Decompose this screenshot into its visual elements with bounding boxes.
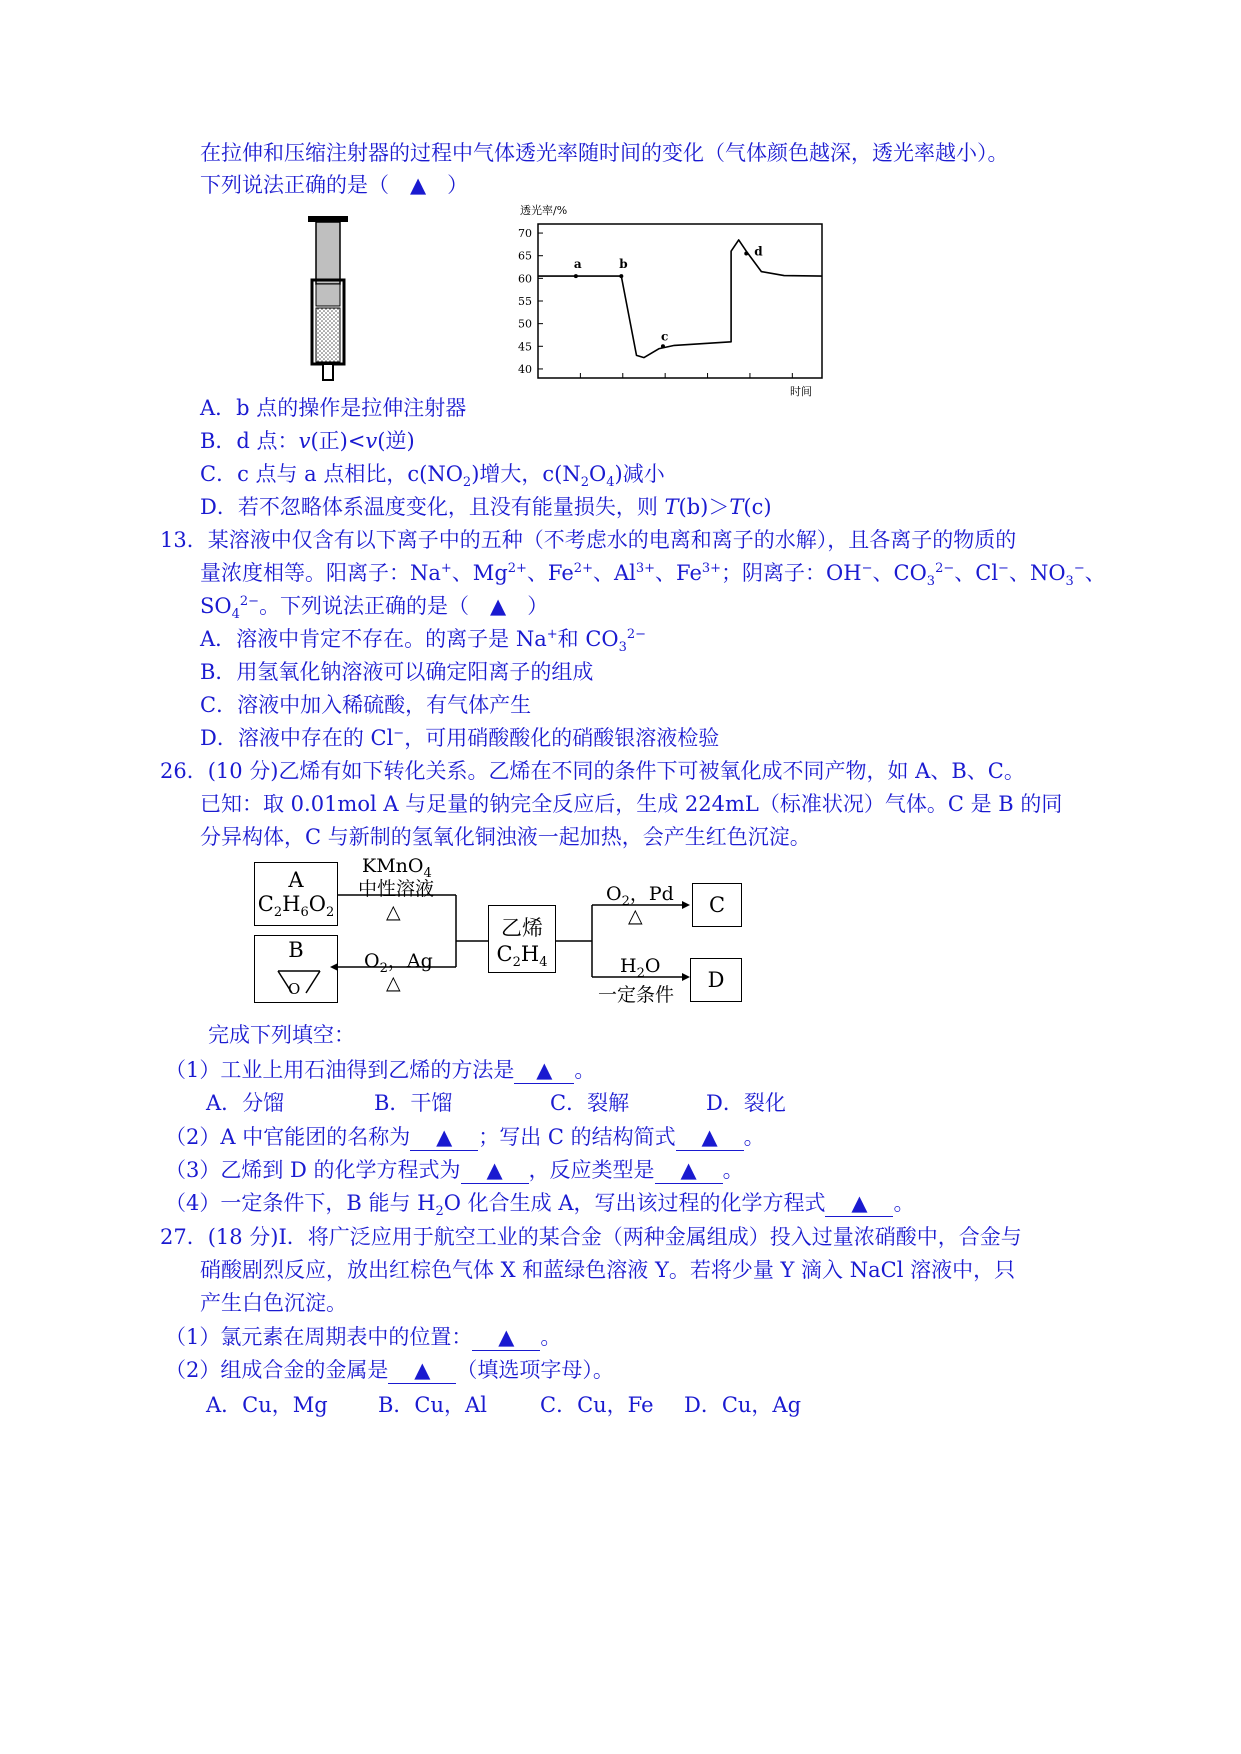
box-a xyxy=(254,862,338,926)
y-tick-label: 65 xyxy=(518,249,532,263)
q26-sub3-text-a: （3）乙烯到 D 的化学方程式为 xyxy=(165,1158,461,1182)
label-condition: 一定条件 xyxy=(598,984,675,1006)
q27-sub2-text-b: （填选项字母）。 xyxy=(456,1358,614,1382)
q27-sub2 xyxy=(165,1357,614,1384)
q26-fill-heading: 完成下列填空： xyxy=(208,1023,355,1047)
q12-option-d: D．若不忽略体系温度变化，且没有能量损失，则 T(b)＞T(c) xyxy=(200,495,772,519)
q26-sub1-end: 。 xyxy=(574,1058,596,1082)
box-a-label: A xyxy=(288,868,304,892)
point-label-c: c xyxy=(660,329,669,344)
y-tick-label: 60 xyxy=(518,272,532,286)
epoxide-oxygen: O xyxy=(288,980,301,998)
q26-stem-line3: 分异构体，C 与新制的氢氧化铜浊液一起加热，会产生红色沉淀。 xyxy=(200,825,811,849)
answer-blank[interactable]: ▲ xyxy=(655,1157,723,1184)
label-neutral-solution: 中性溶液 xyxy=(358,878,435,900)
q27-sub1-end: 。 xyxy=(540,1325,562,1349)
q13-stem-line2: 量浓度相等。阳离子：Na+、$Mg^{2+}$、$Fe^{2+}$、$Al^{3+}$、$Fe^{3+}$；阴离子：OH−、$CO_3^{2-}$、Cl−、$NO_3^-$、 xyxy=(200,561,1106,590)
y-tick-label: 70 xyxy=(518,227,532,241)
point-label-b: b xyxy=(619,257,628,272)
y-tick-label: 45 xyxy=(518,340,532,354)
q26-stem-line1: 26．(10 分)乙烯有如下转化关系。乙烯在不同的条件下可被氧化成不同产物，如 A、B、C。 xyxy=(160,759,1025,783)
box-b xyxy=(254,935,338,1003)
box-ethylene xyxy=(488,905,556,973)
q27-sub1 xyxy=(165,1324,561,1351)
point-a xyxy=(574,274,578,278)
ethylene-formula: $C_2H_4$ xyxy=(496,942,548,971)
answer-blank[interactable]: ▲ xyxy=(472,1324,540,1351)
q27-sub1-text: （1）氯元素在周期表中的位置： xyxy=(165,1325,473,1349)
box-d: D xyxy=(690,958,742,1002)
q27-stem-line1: 27．(18 分)Ⅰ．将广泛应用于航空工业的某合金（两种金属组成）投入过量浓硝酸中，合金与 xyxy=(160,1225,1022,1249)
q12-stem-line2: 下列说法正确的是（ ▲ ） xyxy=(200,173,469,197)
answer-blank[interactable]: ▲ xyxy=(410,1124,478,1151)
q13-stem-line1: 13．某溶液中仅含有以下离子中的五种（不考虑水的电离和离子的水解），且各离子的物质的 xyxy=(160,528,1017,552)
syringe-illustration xyxy=(295,210,365,385)
q26-sub4: （4）一定条件下，B 能与 $H_2O$ 化合生成 A，写出该过程的化学方程式 ▲ 。 xyxy=(165,1191,915,1220)
q26-sub2-text-b: ；写出 C 的结构简式 xyxy=(478,1125,676,1149)
q26-sub3 xyxy=(165,1157,744,1184)
q26-sub1-option-d: D．裂化 xyxy=(706,1091,786,1115)
q27-option-a: A．Cu，Mg xyxy=(206,1393,328,1417)
q13-option-b: B．用氢氧化钠溶液可以确定阳离子的组成 xyxy=(200,660,594,684)
q26-sub3-end: 。 xyxy=(722,1158,744,1182)
heat-symbol-a: △ xyxy=(386,901,401,923)
q26-stem-line2: 已知：取 0.01mol A 与足量的钠完全反应后，生成 224mL（标准状况）气体。C 是 B 的同 xyxy=(200,792,1063,816)
q13-option-c: C．溶液中加入稀硫酸，有气体产生 xyxy=(200,693,532,717)
label-h2o: $H_2O$ xyxy=(620,955,661,981)
y-axis-label: 透光率/% xyxy=(520,204,568,217)
answer-blank[interactable]: ▲ xyxy=(461,1157,529,1184)
q13-option-d: D．溶液中存在的 Cl−，可用硝酸酸化的硝酸银溶液检验 xyxy=(200,726,720,750)
q27-sub2-text-a: （2）组成合金的金属是 xyxy=(165,1358,389,1382)
q26-sub2-end: 。 xyxy=(743,1125,765,1149)
q26-sub2-text-a: （2）A 中官能团的名称为 xyxy=(165,1125,411,1149)
label-o2-pd: $O_2$，Pd xyxy=(606,883,674,909)
q12-option-c: C．c 点与 a 点相比，$c(NO_2)$增大，$c(N_2O_4)$减小 xyxy=(200,462,665,491)
box-b-label: B xyxy=(288,938,304,962)
box-c: C xyxy=(692,883,742,927)
point-label-d: d xyxy=(754,244,763,259)
q26-sub4-end: 。 xyxy=(893,1191,915,1215)
answer-blank[interactable]: ▲ xyxy=(514,1057,574,1084)
q26-sub1-option-a: A．分馏 xyxy=(206,1091,285,1115)
heat-symbol-c: △ xyxy=(628,905,643,927)
plot-frame xyxy=(538,224,822,378)
q12-option-b: B．d 点：v(正)<v(逆) xyxy=(200,429,415,453)
label-kmno4: KMnO$_4$ xyxy=(362,855,432,881)
heat-symbol-b: △ xyxy=(386,972,401,994)
answer-blank[interactable]: ▲ xyxy=(676,1124,744,1151)
q26-sub1-text: （1）工业上用石油得到乙烯的方法是 xyxy=(165,1058,515,1082)
q27-stem-line2: 硝酸剧烈反应，放出红棕色气体 X 和蓝绿色溶液 Y。若将少量 Y 滴入 NaCl 溶液中，只 xyxy=(200,1258,1016,1282)
q12-stem-line1: 在拉伸和压缩注射器的过程中气体透光率随时间的变化（气体颜色越深，透光率越小）。 xyxy=(200,141,1009,165)
y-tick-label: 50 xyxy=(518,317,532,331)
transmittance-chart xyxy=(505,200,840,400)
answer-blank[interactable]: ▲ xyxy=(388,1357,456,1384)
q27-option-c: C．Cu，Fe xyxy=(540,1393,654,1417)
box-a-formula: $C_2H_6O_2$ xyxy=(257,892,335,921)
q26-sub1-option-c: C．裂解 xyxy=(550,1091,630,1115)
q13-option-a: A．溶液中肯定不存在。的离子是 Na+和 $CO_3^{2-}$ xyxy=(200,627,647,656)
q13-stem-line3: $SO_4^{2-}$。下列说法正确的是（ ▲ ） xyxy=(200,594,549,623)
point-c xyxy=(661,344,665,348)
reaction-diagram xyxy=(250,855,750,1010)
point-label-a: a xyxy=(573,257,582,272)
q26-sub2 xyxy=(165,1124,765,1151)
label-o2-ag: $O_2$，Ag xyxy=(364,950,433,976)
q12-option-a: A．b 点的操作是拉伸注射器 xyxy=(200,396,467,420)
q26-sub1 xyxy=(165,1057,595,1084)
q27-stem-line3: 产生白色沉淀。 xyxy=(200,1291,347,1315)
q26-sub3-text-b: ，反应类型是 xyxy=(528,1158,655,1182)
y-tick-label: 55 xyxy=(518,295,532,308)
point-b xyxy=(619,274,623,278)
y-tick-label: 40 xyxy=(518,362,532,376)
ethylene-name: 乙烯 xyxy=(501,916,543,940)
point-d xyxy=(744,251,748,255)
q27-option-b: B．Cu，Al xyxy=(378,1393,487,1417)
q27-option-d: D．Cu，Ag xyxy=(684,1393,802,1417)
q26-sub1-option-b: B．干馏 xyxy=(374,1091,453,1115)
x-axis-label: 时间 xyxy=(790,385,812,398)
answer-blank[interactable]: ▲ xyxy=(825,1190,893,1217)
